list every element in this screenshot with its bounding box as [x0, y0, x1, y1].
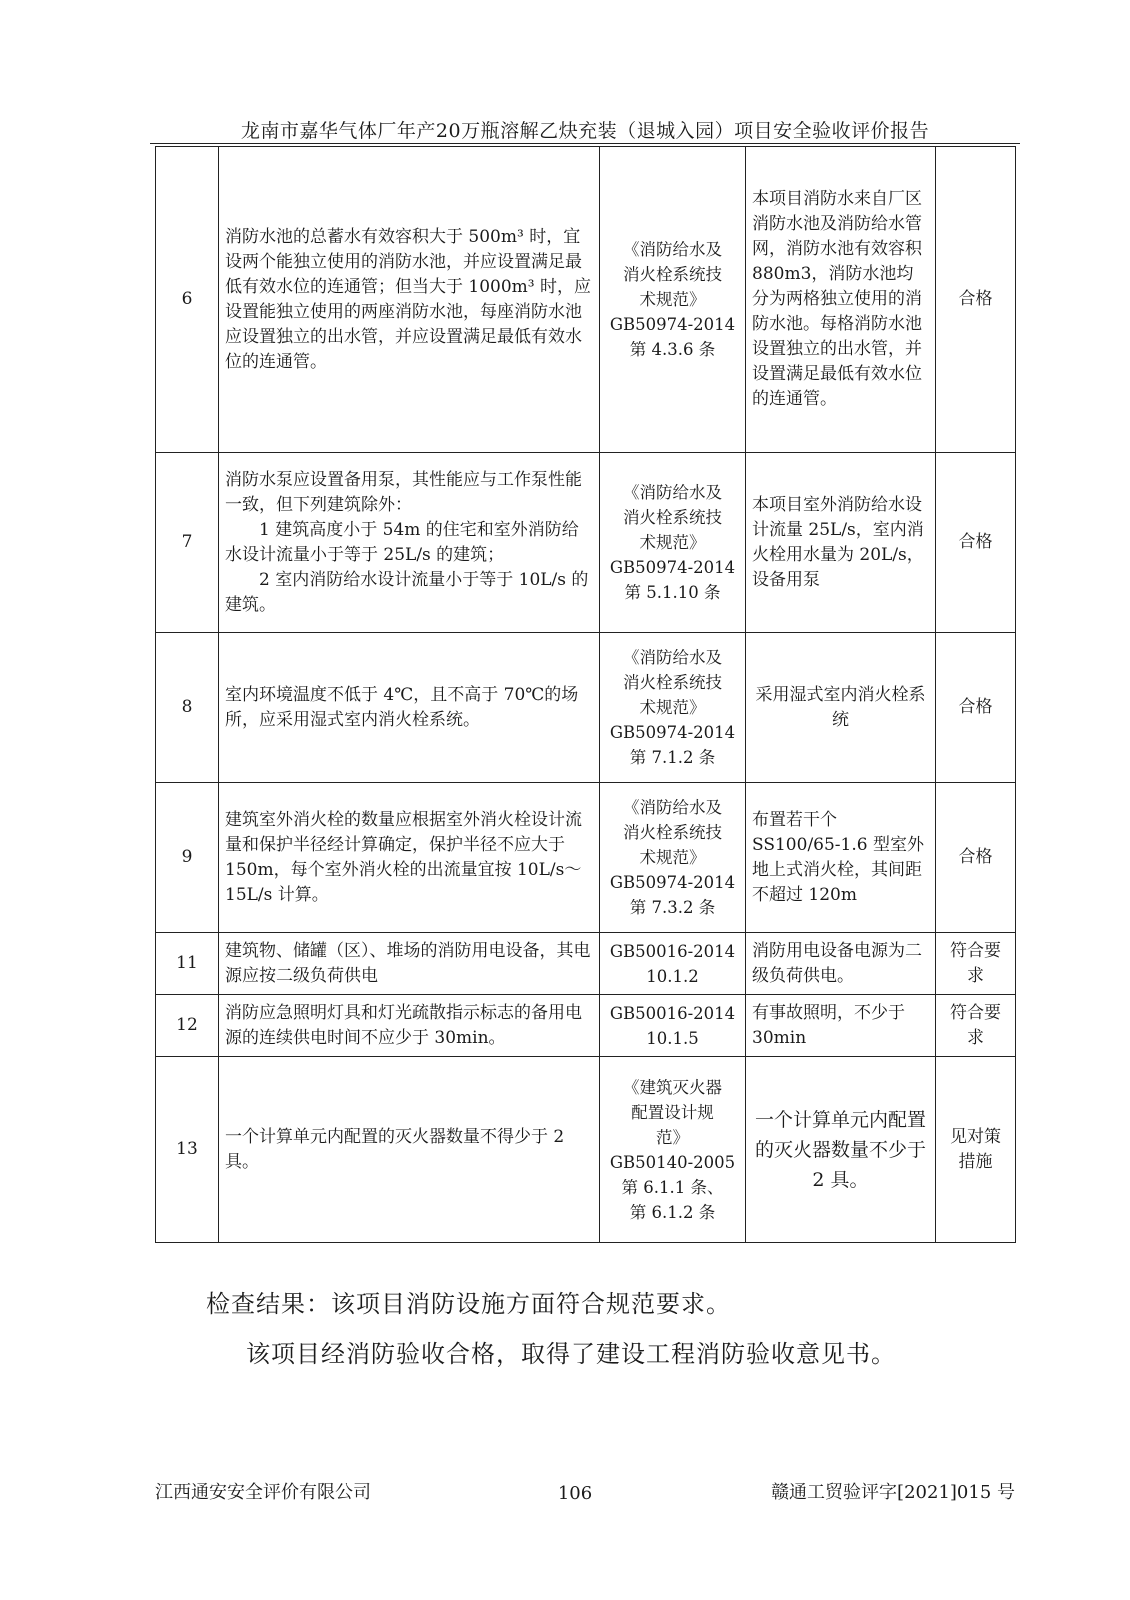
requirement-text: 消防应急照明灯具和灯光疏散指示标志的备用电源的连续供电时间不应少于 30min。: [225, 1002, 582, 1048]
basis-line: 10.1.5: [646, 1028, 699, 1048]
result-cell: 合格: [936, 147, 1016, 453]
basis-line: 《消防给水及: [623, 648, 722, 667]
requirement-text: 建筑物、储罐（区）、堆场的消防用电设备，其电源应按二级负荷供电: [225, 940, 591, 986]
requirement-cell: [219, 147, 600, 453]
basis-line: GB50974-2014: [609, 558, 736, 577]
result-cell: 合格: [936, 453, 1016, 633]
basis-line: 《建筑灭火器: [623, 1077, 722, 1097]
page-number: 106: [557, 1483, 593, 1504]
requirement-text: 一个计算单元内配置的灭火器数量不得少于 2 具。: [225, 1126, 565, 1172]
status-cell: 布置若干个 SS100/65-1.6 型室外地上式消火栓，其间距不超过 120m: [746, 783, 936, 933]
basis-line: GB50974-2014: [609, 723, 736, 742]
header-rule: [150, 143, 1020, 144]
basis-line: GB50016-2014: [609, 1003, 736, 1023]
basis-line: 配置设计规: [631, 1102, 714, 1122]
basis-line: 第 7.3.2 条: [629, 898, 716, 917]
basis-line: 术规范》: [639, 698, 706, 717]
footer-reference: 赣通工贸验评字[2021]015 号: [771, 1482, 1015, 1503]
basis-line: 消火栓系统技: [623, 265, 722, 284]
basis-line: 第 6.1.1 条、: [621, 1177, 724, 1197]
requirement-text: 消防水泵应设置备用泵，其性能应与工作泵性能一致，但下列建筑除外：: [225, 469, 582, 515]
basis-line: GB50974-2014: [609, 873, 736, 892]
requirement-text: 消防水池的总蓄水有效容积大于 500m³ 时，宜设两个能独立使用的消防水池，并应设置满足最低有效水位的连通管；但当大于 1000m³ 时，应设置能独立使用的两座消防水池，每座消防水池应设置独立的出水管，并应设置满足最低有效水位的连通管。: [225, 226, 592, 372]
basis-line: 《消防给水及: [623, 240, 722, 259]
status-cell: 一个计算单元内配置的灭火器数量不少于 2 具。: [746, 1057, 936, 1243]
table-row: [156, 995, 1016, 1057]
basis-line: 消火栓系统技: [623, 508, 722, 527]
result-cell: 见对策措施: [936, 1057, 1016, 1243]
result-cell: 符合要求: [936, 933, 1016, 995]
result-cell: 符合要求: [936, 995, 1016, 1057]
table-row: [156, 1057, 1016, 1243]
status-cell: 采用湿式室内消火栓系统: [746, 633, 936, 783]
basis-line: 术规范》: [639, 533, 706, 552]
basis-line: GB50974-2014: [609, 315, 736, 334]
requirement-text: 1 建筑高度小于 54m 的住宅和室外消防给水设计流量小于等于 25L/s 的建筑；: [225, 519, 579, 565]
basis-line: 《消防给水及: [623, 798, 722, 817]
requirement-cell: [219, 633, 600, 783]
inspection-result: 检查结果：该项目消防设施方面符合规范要求。: [206, 1290, 731, 1318]
row-number: 11: [156, 933, 219, 995]
basis-line: 第 5.1.10 条: [624, 583, 721, 602]
basis-cell: [600, 147, 746, 453]
basis-line: 第 7.1.2 条: [629, 748, 716, 767]
basis-line: 《消防给水及: [623, 483, 722, 502]
basis-line: 范》: [656, 1127, 689, 1147]
basis-line: 消火栓系统技: [623, 673, 722, 692]
requirement-text: 建筑室外消火栓的数量应根据室外消火栓设计流量和保护半径经计算确定，保护半径不应大于 150m，每个室外消火栓的出流量宜按 10L/s～15L/s 计算。: [225, 809, 582, 905]
table-row: [156, 633, 1016, 783]
requirement-cell: [219, 453, 600, 633]
status-cell: 有事故照明，不少于 30min: [746, 995, 936, 1057]
basis-line: 第 4.3.6 条: [629, 340, 716, 359]
basis-cell: [600, 453, 746, 633]
document-header: 龙南市嘉华气体厂年产20万瓶溶解乙炔充装（退城入园）项目安全验收评价报告: [240, 120, 930, 142]
basis-line: 术规范》: [639, 848, 706, 867]
row-number: 8: [156, 633, 219, 783]
basis-cell: [600, 995, 746, 1057]
requirement-cell: [219, 995, 600, 1057]
status-cell: 本项目消防水来自厂区消防水池及消防给水管网，消防水池有效容积 880m3，消防水池均分为两格独立使用的消防水池。每格消防水池设置独立的出水管，并设置满足最低有效水位的连通管。: [746, 147, 936, 453]
requirement-text: 2 室内消防给水设计流量小于等于 10L/s 的建筑。: [225, 569, 589, 615]
requirement-cell: [219, 933, 600, 995]
row-number: 9: [156, 783, 219, 933]
basis-cell: [600, 933, 746, 995]
table-row: [156, 783, 1016, 933]
status-cell: 消防用电设备电源为二级负荷供电。: [746, 933, 936, 995]
basis-line: 消火栓系统技: [623, 823, 722, 842]
acceptance-statement: 该项目经消防验收合格，取得了建设工程消防验收意见书。: [246, 1340, 896, 1368]
basis-line: 10.1.2: [646, 966, 699, 986]
result-cell: 合格: [936, 783, 1016, 933]
requirement-cell: [219, 1057, 600, 1243]
footer-company: 江西通安安全评价有限公司: [155, 1482, 371, 1503]
basis-cell: [600, 633, 746, 783]
table-row: [156, 933, 1016, 995]
basis-cell: [600, 783, 746, 933]
basis-line: 术规范》: [639, 290, 706, 309]
row-number: 7: [156, 453, 219, 633]
row-number: 13: [156, 1057, 219, 1243]
basis-line: 第 6.1.2 条: [629, 1202, 716, 1222]
result-cell: 合格: [936, 633, 1016, 783]
requirement-text: 室内环境温度不低于 4℃，且不高于 70℃的场所，应采用湿式室内消火栓系统。: [225, 684, 579, 730]
row-number: 6: [156, 147, 219, 453]
table-row: [156, 147, 1016, 453]
requirement-cell: [219, 783, 600, 933]
row-number: 12: [156, 995, 219, 1057]
basis-line: GB50016-2014: [609, 941, 736, 961]
basis-line: GB50140-2005: [609, 1152, 736, 1172]
basis-cell: [600, 1057, 746, 1243]
table-row: [156, 453, 1016, 633]
status-cell: 本项目室外消防给水设计流量 25L/s，室内消火栓用水量为 20L/s，设备用泵: [746, 453, 936, 633]
fire-safety-check-table: [155, 146, 1016, 1243]
